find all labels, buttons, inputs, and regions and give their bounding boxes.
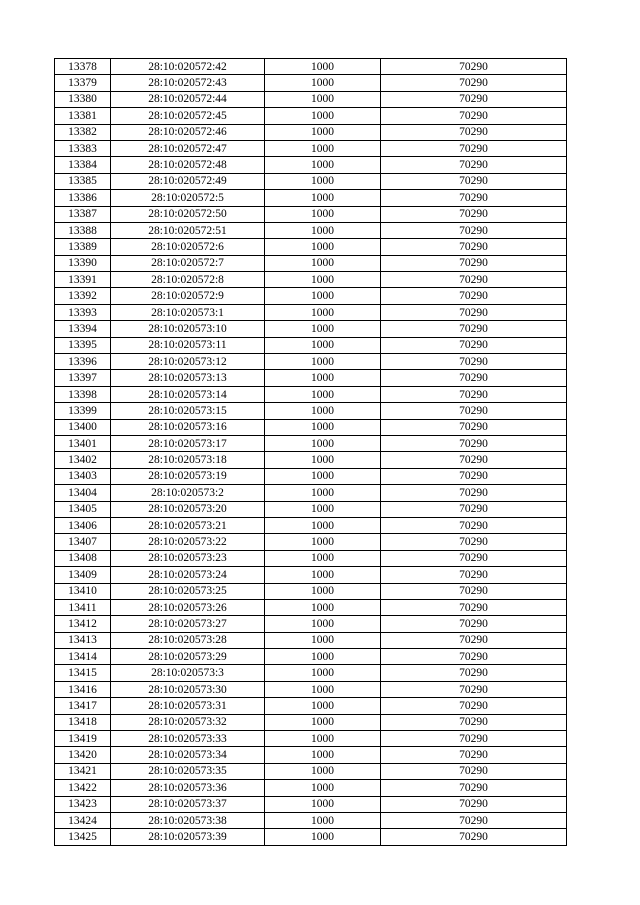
value-cell: 70290 [381, 108, 567, 124]
value-cell: 70290 [381, 140, 567, 156]
value-cell: 70290 [381, 59, 567, 75]
table-row [55, 616, 567, 632]
area-cell: 1000 [265, 354, 381, 370]
value-cell: 70290 [381, 501, 567, 517]
cadastral-number-cell: 28:10:020573:16 [111, 419, 265, 435]
row-number-cell: 13392 [55, 288, 111, 304]
row-number-cell: 13424 [55, 812, 111, 828]
area-cell: 1000 [265, 157, 381, 173]
cadastral-number-cell: 28:10:020573:27 [111, 616, 265, 632]
area-cell: 1000 [265, 583, 381, 599]
table-row [55, 337, 567, 353]
row-number-cell: 13417 [55, 698, 111, 714]
area-cell: 1000 [265, 337, 381, 353]
row-number-cell: 13379 [55, 75, 111, 91]
cadastral-number-cell: 28:10:020572:50 [111, 206, 265, 222]
value-cell: 70290 [381, 632, 567, 648]
table-row [55, 747, 567, 763]
row-number-cell: 13411 [55, 599, 111, 615]
value-cell: 70290 [381, 222, 567, 238]
value-cell: 70290 [381, 173, 567, 189]
row-number-cell: 13418 [55, 714, 111, 730]
area-cell: 1000 [265, 370, 381, 386]
cadastral-number-cell: 28:10:020572:7 [111, 255, 265, 271]
row-number-cell: 13401 [55, 435, 111, 451]
row-number-cell: 13380 [55, 91, 111, 107]
value-cell: 70290 [381, 714, 567, 730]
table-row [55, 403, 567, 419]
cadastral-number-cell: 28:10:020573:28 [111, 632, 265, 648]
row-number-cell: 13398 [55, 386, 111, 402]
row-number-cell: 13412 [55, 616, 111, 632]
table-row [55, 485, 567, 501]
area-cell: 1000 [265, 501, 381, 517]
area-cell: 1000 [265, 812, 381, 828]
table-row [55, 567, 567, 583]
cadastral-number-cell: 28:10:020572:49 [111, 173, 265, 189]
cadastral-number-cell: 28:10:020573:21 [111, 517, 265, 533]
row-number-cell: 13389 [55, 239, 111, 255]
table-row [55, 649, 567, 665]
value-cell: 70290 [381, 731, 567, 747]
value-cell: 70290 [381, 468, 567, 484]
cadastral-number-cell: 28:10:020572:47 [111, 140, 265, 156]
cadastral-number-cell: 28:10:020573:2 [111, 485, 265, 501]
row-number-cell: 13407 [55, 534, 111, 550]
value-cell: 70290 [381, 517, 567, 533]
value-cell: 70290 [381, 452, 567, 468]
cadastral-number-cell: 28:10:020572:6 [111, 239, 265, 255]
row-number-cell: 13403 [55, 468, 111, 484]
value-cell: 70290 [381, 780, 567, 796]
area-cell: 1000 [265, 534, 381, 550]
value-cell: 70290 [381, 419, 567, 435]
cadastral-number-cell: 28:10:020573:32 [111, 714, 265, 730]
row-number-cell: 13386 [55, 190, 111, 206]
area-cell: 1000 [265, 649, 381, 665]
value-cell: 70290 [381, 157, 567, 173]
area-cell: 1000 [265, 714, 381, 730]
cadastral-number-cell: 28:10:020573:36 [111, 780, 265, 796]
value-cell: 70290 [381, 321, 567, 337]
value-cell: 70290 [381, 599, 567, 615]
table-row [55, 321, 567, 337]
table-row [55, 534, 567, 550]
cadastral-number-cell: 28:10:020573:30 [111, 681, 265, 697]
area-cell: 1000 [265, 304, 381, 320]
table-row [55, 239, 567, 255]
table-row [55, 698, 567, 714]
area-cell: 1000 [265, 665, 381, 681]
area-cell: 1000 [265, 829, 381, 845]
table-row [55, 731, 567, 747]
registry-table-body [55, 59, 567, 846]
value-cell: 70290 [381, 616, 567, 632]
value-cell: 70290 [381, 91, 567, 107]
table-row [55, 665, 567, 681]
area-cell: 1000 [265, 321, 381, 337]
value-cell: 70290 [381, 386, 567, 402]
value-cell: 70290 [381, 354, 567, 370]
row-number-cell: 13394 [55, 321, 111, 337]
table-row [55, 468, 567, 484]
table-row [55, 75, 567, 91]
value-cell: 70290 [381, 206, 567, 222]
table-row [55, 272, 567, 288]
cadastral-number-cell: 28:10:020573:12 [111, 354, 265, 370]
row-number-cell: 13388 [55, 222, 111, 238]
cadastral-number-cell: 28:10:020572:43 [111, 75, 265, 91]
value-cell: 70290 [381, 435, 567, 451]
table-row [55, 452, 567, 468]
row-number-cell: 13387 [55, 206, 111, 222]
cadastral-number-cell: 28:10:020573:26 [111, 599, 265, 615]
value-cell: 70290 [381, 370, 567, 386]
row-number-cell: 13397 [55, 370, 111, 386]
area-cell: 1000 [265, 468, 381, 484]
area-cell: 1000 [265, 698, 381, 714]
cadastral-number-cell: 28:10:020573:15 [111, 403, 265, 419]
cadastral-number-cell: 28:10:020572:44 [111, 91, 265, 107]
cadastral-number-cell: 28:10:020572:9 [111, 288, 265, 304]
value-cell: 70290 [381, 698, 567, 714]
area-cell: 1000 [265, 780, 381, 796]
area-cell: 1000 [265, 91, 381, 107]
cadastral-number-cell: 28:10:020573:17 [111, 435, 265, 451]
row-number-cell: 13391 [55, 272, 111, 288]
row-number-cell: 13420 [55, 747, 111, 763]
area-cell: 1000 [265, 173, 381, 189]
area-cell: 1000 [265, 140, 381, 156]
value-cell: 70290 [381, 272, 567, 288]
area-cell: 1000 [265, 272, 381, 288]
area-cell: 1000 [265, 435, 381, 451]
value-cell: 70290 [381, 124, 567, 140]
value-cell: 70290 [381, 583, 567, 599]
table-row [55, 780, 567, 796]
row-number-cell: 13419 [55, 731, 111, 747]
table-row [55, 59, 567, 75]
area-cell: 1000 [265, 288, 381, 304]
cadastral-number-cell: 28:10:020572:46 [111, 124, 265, 140]
value-cell: 70290 [381, 763, 567, 779]
area-cell: 1000 [265, 550, 381, 566]
row-number-cell: 13393 [55, 304, 111, 320]
table-row [55, 304, 567, 320]
area-cell: 1000 [265, 239, 381, 255]
table-row [55, 190, 567, 206]
value-cell: 70290 [381, 649, 567, 665]
area-cell: 1000 [265, 731, 381, 747]
row-number-cell: 13413 [55, 632, 111, 648]
table-row [55, 435, 567, 451]
row-number-cell: 13390 [55, 255, 111, 271]
row-number-cell: 13425 [55, 829, 111, 845]
cadastral-number-cell: 28:10:020572:5 [111, 190, 265, 206]
cadastral-number-cell: 28:10:020573:22 [111, 534, 265, 550]
row-number-cell: 13384 [55, 157, 111, 173]
cadastral-number-cell: 28:10:020573:33 [111, 731, 265, 747]
area-cell: 1000 [265, 419, 381, 435]
cadastral-number-cell: 28:10:020573:25 [111, 583, 265, 599]
table-row [55, 829, 567, 845]
row-number-cell: 13409 [55, 567, 111, 583]
table-row [55, 91, 567, 107]
area-cell: 1000 [265, 124, 381, 140]
cadastral-number-cell: 28:10:020573:19 [111, 468, 265, 484]
cadastral-number-cell: 28:10:020573:37 [111, 796, 265, 812]
area-cell: 1000 [265, 75, 381, 91]
table-row [55, 681, 567, 697]
cadastral-number-cell: 28:10:020573:11 [111, 337, 265, 353]
value-cell: 70290 [381, 255, 567, 271]
row-number-cell: 13383 [55, 140, 111, 156]
value-cell: 70290 [381, 288, 567, 304]
cadastral-number-cell: 28:10:020573:1 [111, 304, 265, 320]
table-row [55, 714, 567, 730]
registry-table [54, 58, 567, 846]
area-cell: 1000 [265, 517, 381, 533]
cadastral-number-cell: 28:10:020573:23 [111, 550, 265, 566]
value-cell: 70290 [381, 812, 567, 828]
value-cell: 70290 [381, 337, 567, 353]
value-cell: 70290 [381, 75, 567, 91]
value-cell: 70290 [381, 550, 567, 566]
cadastral-number-cell: 28:10:020573:13 [111, 370, 265, 386]
table-row [55, 157, 567, 173]
value-cell: 70290 [381, 567, 567, 583]
cadastral-number-cell: 28:10:020573:29 [111, 649, 265, 665]
table-row [55, 140, 567, 156]
row-number-cell: 13408 [55, 550, 111, 566]
cadastral-number-cell: 28:10:020573:31 [111, 698, 265, 714]
row-number-cell: 13404 [55, 485, 111, 501]
row-number-cell: 13422 [55, 780, 111, 796]
cadastral-number-cell: 28:10:020572:48 [111, 157, 265, 173]
value-cell: 70290 [381, 403, 567, 419]
cadastral-number-cell: 28:10:020572:51 [111, 222, 265, 238]
area-cell: 1000 [265, 108, 381, 124]
table-row [55, 419, 567, 435]
table-row [55, 124, 567, 140]
table-row [55, 354, 567, 370]
table-row [55, 501, 567, 517]
area-cell: 1000 [265, 222, 381, 238]
row-number-cell: 13421 [55, 763, 111, 779]
area-cell: 1000 [265, 206, 381, 222]
area-cell: 1000 [265, 452, 381, 468]
area-cell: 1000 [265, 190, 381, 206]
table-row [55, 108, 567, 124]
area-cell: 1000 [265, 255, 381, 271]
area-cell: 1000 [265, 632, 381, 648]
area-cell: 1000 [265, 59, 381, 75]
table-row [55, 550, 567, 566]
table-row [55, 386, 567, 402]
value-cell: 70290 [381, 485, 567, 501]
area-cell: 1000 [265, 763, 381, 779]
row-number-cell: 13410 [55, 583, 111, 599]
cadastral-number-cell: 28:10:020573:10 [111, 321, 265, 337]
cadastral-number-cell: 28:10:020573:35 [111, 763, 265, 779]
row-number-cell: 13381 [55, 108, 111, 124]
area-cell: 1000 [265, 747, 381, 763]
cadastral-number-cell: 28:10:020572:42 [111, 59, 265, 75]
table-row [55, 812, 567, 828]
value-cell: 70290 [381, 681, 567, 697]
cadastral-number-cell: 28:10:020573:38 [111, 812, 265, 828]
value-cell: 70290 [381, 829, 567, 845]
row-number-cell: 13414 [55, 649, 111, 665]
cadastral-number-cell: 28:10:020573:14 [111, 386, 265, 402]
row-number-cell: 13416 [55, 681, 111, 697]
row-number-cell: 13382 [55, 124, 111, 140]
table-row [55, 206, 567, 222]
cadastral-number-cell: 28:10:020573:20 [111, 501, 265, 517]
row-number-cell: 13385 [55, 173, 111, 189]
table-row [55, 173, 567, 189]
table-row [55, 288, 567, 304]
cadastral-number-cell: 28:10:020573:34 [111, 747, 265, 763]
table-row [55, 796, 567, 812]
area-cell: 1000 [265, 796, 381, 812]
area-cell: 1000 [265, 567, 381, 583]
value-cell: 70290 [381, 796, 567, 812]
area-cell: 1000 [265, 403, 381, 419]
row-number-cell: 13395 [55, 337, 111, 353]
area-cell: 1000 [265, 599, 381, 615]
row-number-cell: 13415 [55, 665, 111, 681]
table-row [55, 370, 567, 386]
table-row [55, 517, 567, 533]
cadastral-number-cell: 28:10:020573:39 [111, 829, 265, 845]
row-number-cell: 13402 [55, 452, 111, 468]
row-number-cell: 13405 [55, 501, 111, 517]
area-cell: 1000 [265, 616, 381, 632]
row-number-cell: 13406 [55, 517, 111, 533]
table-row [55, 599, 567, 615]
cadastral-number-cell: 28:10:020573:3 [111, 665, 265, 681]
row-number-cell: 13396 [55, 354, 111, 370]
value-cell: 70290 [381, 304, 567, 320]
area-cell: 1000 [265, 386, 381, 402]
row-number-cell: 13400 [55, 419, 111, 435]
value-cell: 70290 [381, 190, 567, 206]
row-number-cell: 13423 [55, 796, 111, 812]
cadastral-number-cell: 28:10:020573:24 [111, 567, 265, 583]
cadastral-number-cell: 28:10:020573:18 [111, 452, 265, 468]
table-row [55, 222, 567, 238]
table-row [55, 255, 567, 271]
value-cell: 70290 [381, 239, 567, 255]
value-cell: 70290 [381, 747, 567, 763]
value-cell: 70290 [381, 534, 567, 550]
row-number-cell: 13378 [55, 59, 111, 75]
area-cell: 1000 [265, 681, 381, 697]
table-row [55, 763, 567, 779]
cadastral-number-cell: 28:10:020572:45 [111, 108, 265, 124]
table-row [55, 583, 567, 599]
row-number-cell: 13399 [55, 403, 111, 419]
value-cell: 70290 [381, 665, 567, 681]
area-cell: 1000 [265, 485, 381, 501]
table-row [55, 632, 567, 648]
cadastral-number-cell: 28:10:020572:8 [111, 272, 265, 288]
